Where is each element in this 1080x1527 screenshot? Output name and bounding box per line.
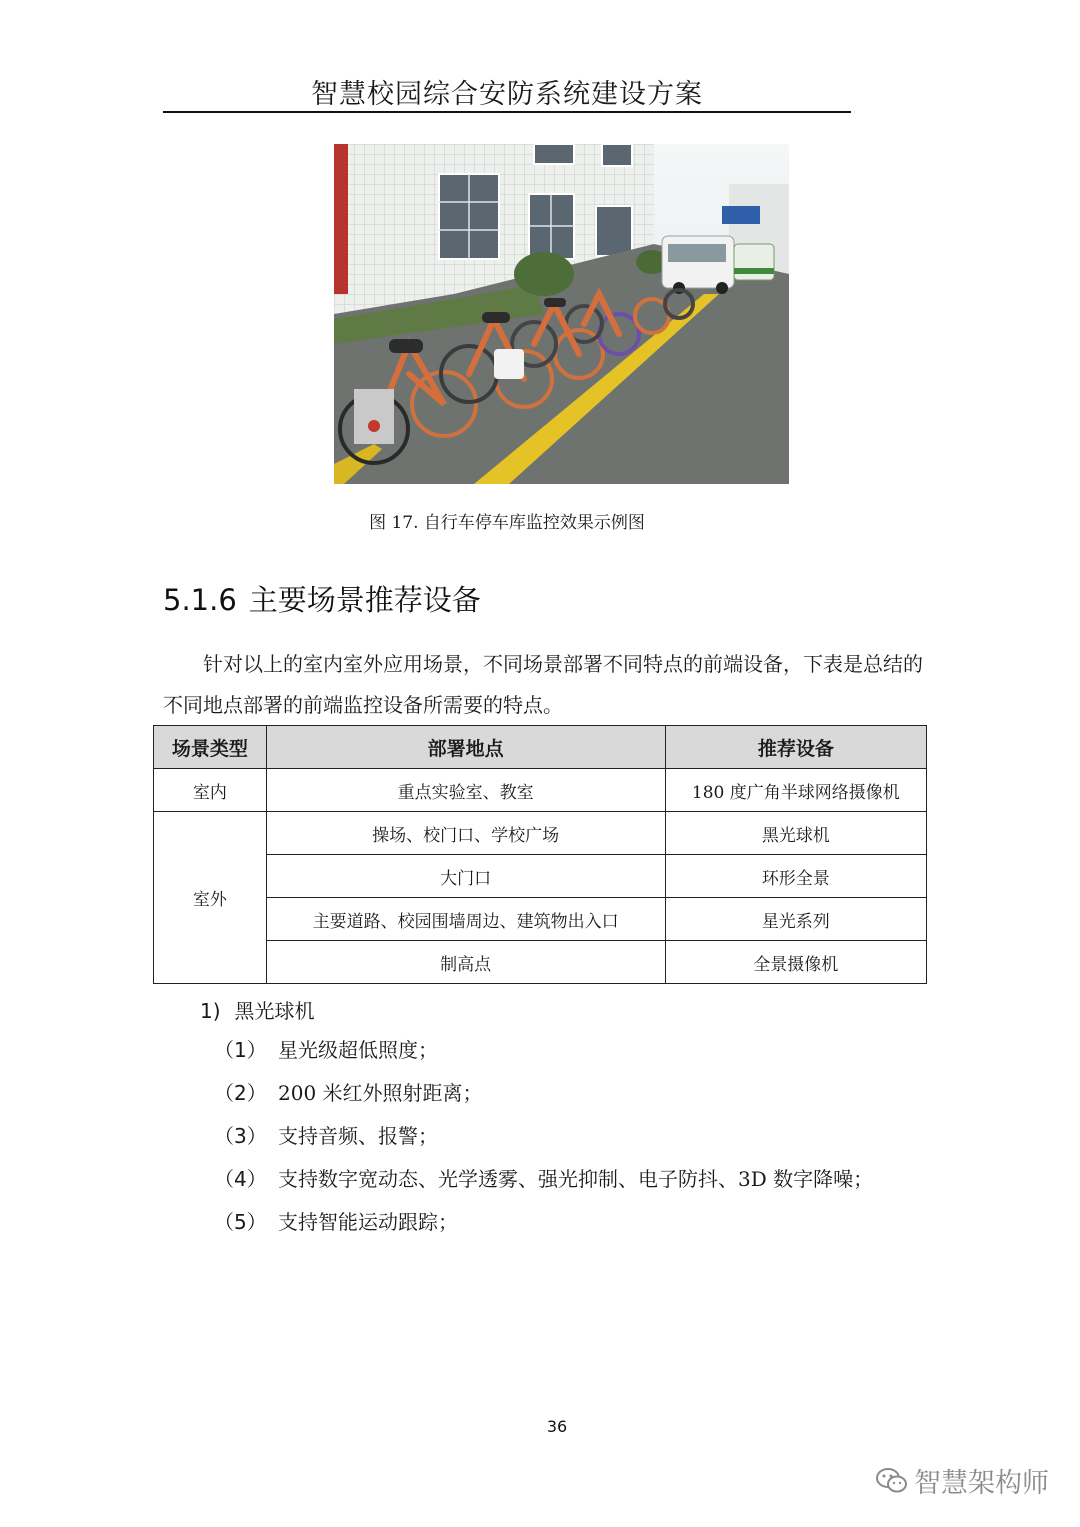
feature-title: 黑光球机: [234, 999, 315, 1023]
list-item-text: 支持音频、报警；: [278, 1124, 438, 1148]
header-device: 推荐设备: [665, 726, 926, 769]
feature-index: 1): [200, 999, 221, 1023]
list-item: [214, 1079, 873, 1122]
device-cell: 黑光球机: [665, 812, 926, 855]
section-heading: [163, 578, 481, 619]
location-cell: 操场、校门口、学校广场: [266, 812, 665, 855]
table-header-row: [154, 726, 927, 769]
intro-paragraph: 针对以上的室内室外应用场景，不同场景部署不同特点的前端设备，下表是总结的不同地点部署的前端监控设备所需要的特点。: [163, 652, 923, 717]
list-item: [214, 1122, 873, 1165]
table-row: [154, 812, 927, 855]
list-item: [214, 1165, 873, 1208]
list-item-marker: （2）: [214, 1081, 267, 1105]
document-header-title: 智慧校园综合安防系统建设方案: [311, 79, 703, 110]
section-number: 5.1.6: [163, 583, 237, 617]
header-rule: [163, 111, 851, 113]
table-row: [154, 941, 927, 984]
list-item-marker: （1）: [214, 1038, 267, 1062]
location-cell: 制高点: [266, 941, 665, 984]
list-item-text: 星光级超低照度；: [278, 1038, 438, 1062]
bicycle-parking-photo: [334, 144, 789, 484]
table-row: [154, 855, 927, 898]
list-item-marker: （4）: [214, 1167, 267, 1191]
list-item: [214, 1208, 873, 1251]
list-item: [214, 1036, 873, 1079]
list-item-marker: （3）: [214, 1124, 267, 1148]
header-scene-type: 场景类型: [154, 726, 267, 769]
wechat-icon: [876, 1467, 908, 1495]
table-row: [154, 769, 927, 812]
table-row: [154, 898, 927, 941]
list-item-text: 200 米红外照射距离；: [278, 1081, 483, 1105]
location-cell: 大门口: [266, 855, 665, 898]
watermark: [876, 1461, 1049, 1500]
section-title: 主要场景推荐设备: [248, 583, 481, 617]
location-cell: 主要道路、校园围墙周边、建筑物出入口: [266, 898, 665, 941]
watermark-text: 智慧架构师: [914, 1468, 1049, 1499]
device-cell: 环形全景: [665, 855, 926, 898]
scene-type-outdoor: 室外: [154, 812, 267, 984]
feature-subheading: [200, 995, 315, 1024]
device-cell: 全景摄像机: [665, 941, 926, 984]
list-item-text: 支持智能运动跟踪；: [278, 1210, 458, 1234]
list-item-marker: （5）: [214, 1210, 267, 1234]
feature-list: [214, 1036, 873, 1251]
figure-caption: 图 17. 自行车停车库监控效果示例图: [369, 513, 645, 533]
device-cell: 180 度广角半球网络摄像机: [665, 769, 926, 812]
page-number: 36: [546, 1417, 568, 1436]
device-cell: 星光系列: [665, 898, 926, 941]
device-recommendation-table: [153, 725, 927, 984]
scene-type-indoor: 室内: [154, 769, 267, 812]
list-item-text: 支持数字宽动态、光学透雾、强光抑制、电子防抖、3D 数字降噪；: [278, 1167, 874, 1191]
header-location: 部署地点: [266, 726, 665, 769]
location-cell: 重点实验室、教室: [266, 769, 665, 812]
